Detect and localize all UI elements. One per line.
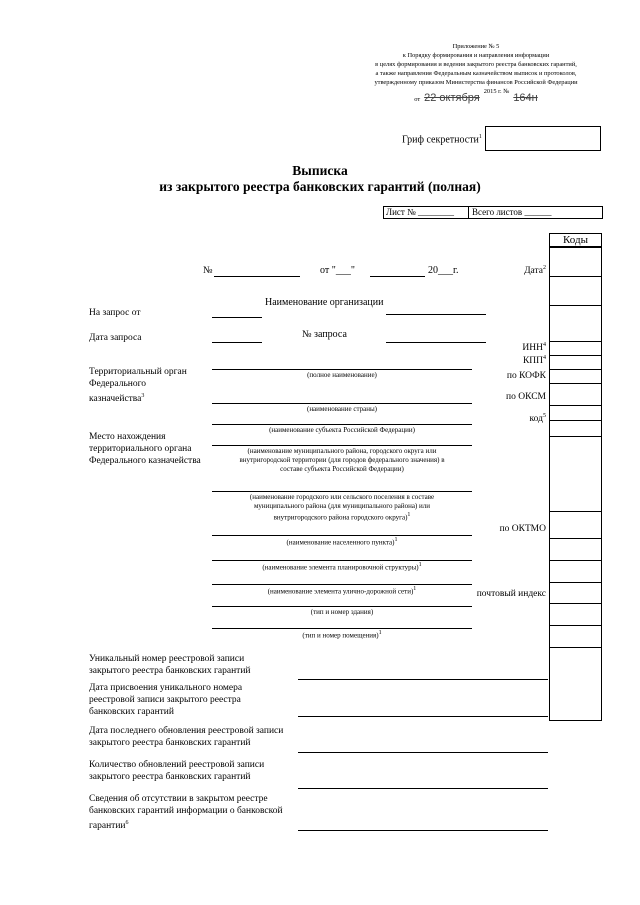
absence-info-field[interactable] [298, 830, 548, 831]
locality-field[interactable] [212, 535, 472, 536]
appendix-line: в целях формирования и ведения закрытого реестра банковских гарантий, [375, 61, 577, 68]
premises-caption: (тип и номер помещения)$^1$ [302, 630, 382, 640]
building-field[interactable] [212, 606, 472, 607]
street-caption: (наименование элемента улично-дорожной сети)$^1$ [267, 586, 417, 596]
request-number-field[interactable] [386, 342, 486, 343]
code-cell-divider [549, 369, 602, 370]
appendix-line: а также направления Федеральным казначейством выписок и протоколов, [375, 70, 577, 77]
order-reference [368, 88, 584, 106]
building-caption: (тип и номер здания) [310, 608, 374, 616]
country-field[interactable] [212, 403, 472, 404]
country-caption: (наименование страны) [306, 405, 378, 413]
code-cell-divider [549, 383, 602, 384]
territorial-name-field[interactable] [212, 369, 472, 370]
codes-column [549, 247, 602, 721]
code-cell-divider [549, 436, 602, 437]
number-field[interactable] [214, 276, 300, 277]
last-update-field[interactable] [298, 752, 548, 753]
month-field[interactable] [370, 276, 425, 277]
oksm-label: по ОКСМ [506, 392, 546, 402]
number-sign: № [203, 265, 213, 276]
unique-number-field[interactable] [298, 679, 548, 680]
territorial-body-label: Территориальный орган Федерального казначейства$^3$ [89, 367, 187, 405]
update-count-field[interactable] [298, 788, 548, 789]
subject-caption: (наименование субъекта Российской Федерации) [269, 426, 415, 434]
order-number: 164н [513, 92, 538, 104]
oktmo-label: по ОКТМО [499, 524, 546, 534]
settlement-caption: (наименование городского или сельского поселения в составе муниципального района (для муниципального района) или внутригородского района городского округа)$^1$ [249, 493, 435, 522]
order-from: от [414, 96, 421, 103]
sheet-number-label: Лист № ________ [386, 207, 454, 217]
locality-caption: (наименование населенного пункта)$^1$ [286, 537, 398, 547]
total-sheets-label: Всего листов ______ [472, 207, 552, 217]
location-label: Место нахождения территориального органа Федерального казначейства [89, 432, 201, 466]
street-field[interactable] [212, 584, 472, 585]
request-date-field[interactable] [212, 342, 262, 343]
kofk-label: по КОФК [506, 371, 546, 381]
secrecy-field[interactable] [485, 126, 601, 151]
code-cell-divider [549, 625, 602, 626]
code-cell-divider [549, 582, 602, 583]
unique-number-label: Уникальный номер реестровой записи закрытого реестра банковских гарантий [89, 654, 251, 676]
request-from-field[interactable] [212, 317, 262, 318]
last-update-label: Дата последнего обновления реестровой записи закрытого реестра банковских гарантий [89, 726, 284, 748]
subject-field[interactable] [212, 424, 472, 425]
code-cell-divider [549, 420, 602, 421]
country-code-label: код$^5$ [529, 413, 546, 425]
sheet-divider [468, 206, 469, 219]
secrecy-label: Гриф секретности$^1$ [402, 134, 482, 146]
date-label: Дата$^2$ [524, 265, 546, 277]
org-name-field[interactable] [386, 314, 486, 315]
premises-field[interactable] [212, 628, 472, 629]
code-cell-divider [549, 647, 602, 648]
municipal-field[interactable] [212, 445, 472, 446]
code-cell-divider [549, 405, 602, 406]
code-cell-divider [549, 341, 602, 342]
full-name-caption: (полное наименование) [307, 371, 377, 379]
assign-date-field[interactable] [298, 716, 548, 717]
code-cell-divider [549, 276, 602, 277]
appendix-line: утвержденному приказом Министерства финансов Российской Федерации [374, 79, 578, 86]
code-cell-divider [549, 538, 602, 539]
appendix-number: Приложение № 5 [452, 43, 500, 50]
update-count-label: Количество обновлений реестровой записи закрытого реестра банковских гарантий [89, 760, 265, 782]
code-cell-divider [549, 355, 602, 356]
code-cell-divider [549, 560, 602, 561]
absence-info-label: Сведения об отсутствии в закрытом реестре банковских гарантий информации о банковской гарантии$^6$ [89, 794, 283, 832]
postal-code-label: почтовый индекс [476, 589, 546, 599]
order-year: 2015 г. № [483, 88, 510, 95]
code-cell-divider [549, 603, 602, 604]
code-cell-divider [549, 511, 602, 512]
settlement-field[interactable] [212, 491, 472, 492]
title-line: Выписка [292, 163, 348, 178]
assign-date-label: Дата присвоения уникального номера реестровой записи закрытого реестра банковских гарантий [89, 683, 243, 717]
title-line: из закрытого реестра банковских гарантий (полная) [159, 179, 481, 194]
kpp-label: КПП$^4$ [522, 355, 546, 367]
year-field[interactable]: 20___г. [428, 265, 459, 276]
appendix-header [368, 42, 584, 87]
planning-field[interactable] [212, 560, 472, 561]
on-request-label: На запрос от [89, 308, 141, 318]
request-number-label: № запроса [302, 329, 347, 340]
codes-header: Коды [549, 233, 602, 247]
org-name-label: Наименование организации [265, 297, 384, 308]
from-label: от "___" [320, 265, 355, 276]
request-date-label: Дата запроса [89, 333, 142, 343]
planning-caption: (наименование элемента планировочной структуры)$^1$ [262, 562, 422, 572]
inn-label: ИНН$^4$ [522, 342, 546, 354]
code-cell-divider [549, 305, 602, 306]
appendix-line: к Порядку формирования и направления информации [402, 52, 550, 59]
page-title [0, 163, 640, 195]
municipal-caption: (наименование муниципального района, городского округа или внутригородской территории (для городов федерального значения) в составе субъекта Российской Федерации) [239, 447, 445, 473]
order-date: 22 октября [424, 92, 480, 104]
